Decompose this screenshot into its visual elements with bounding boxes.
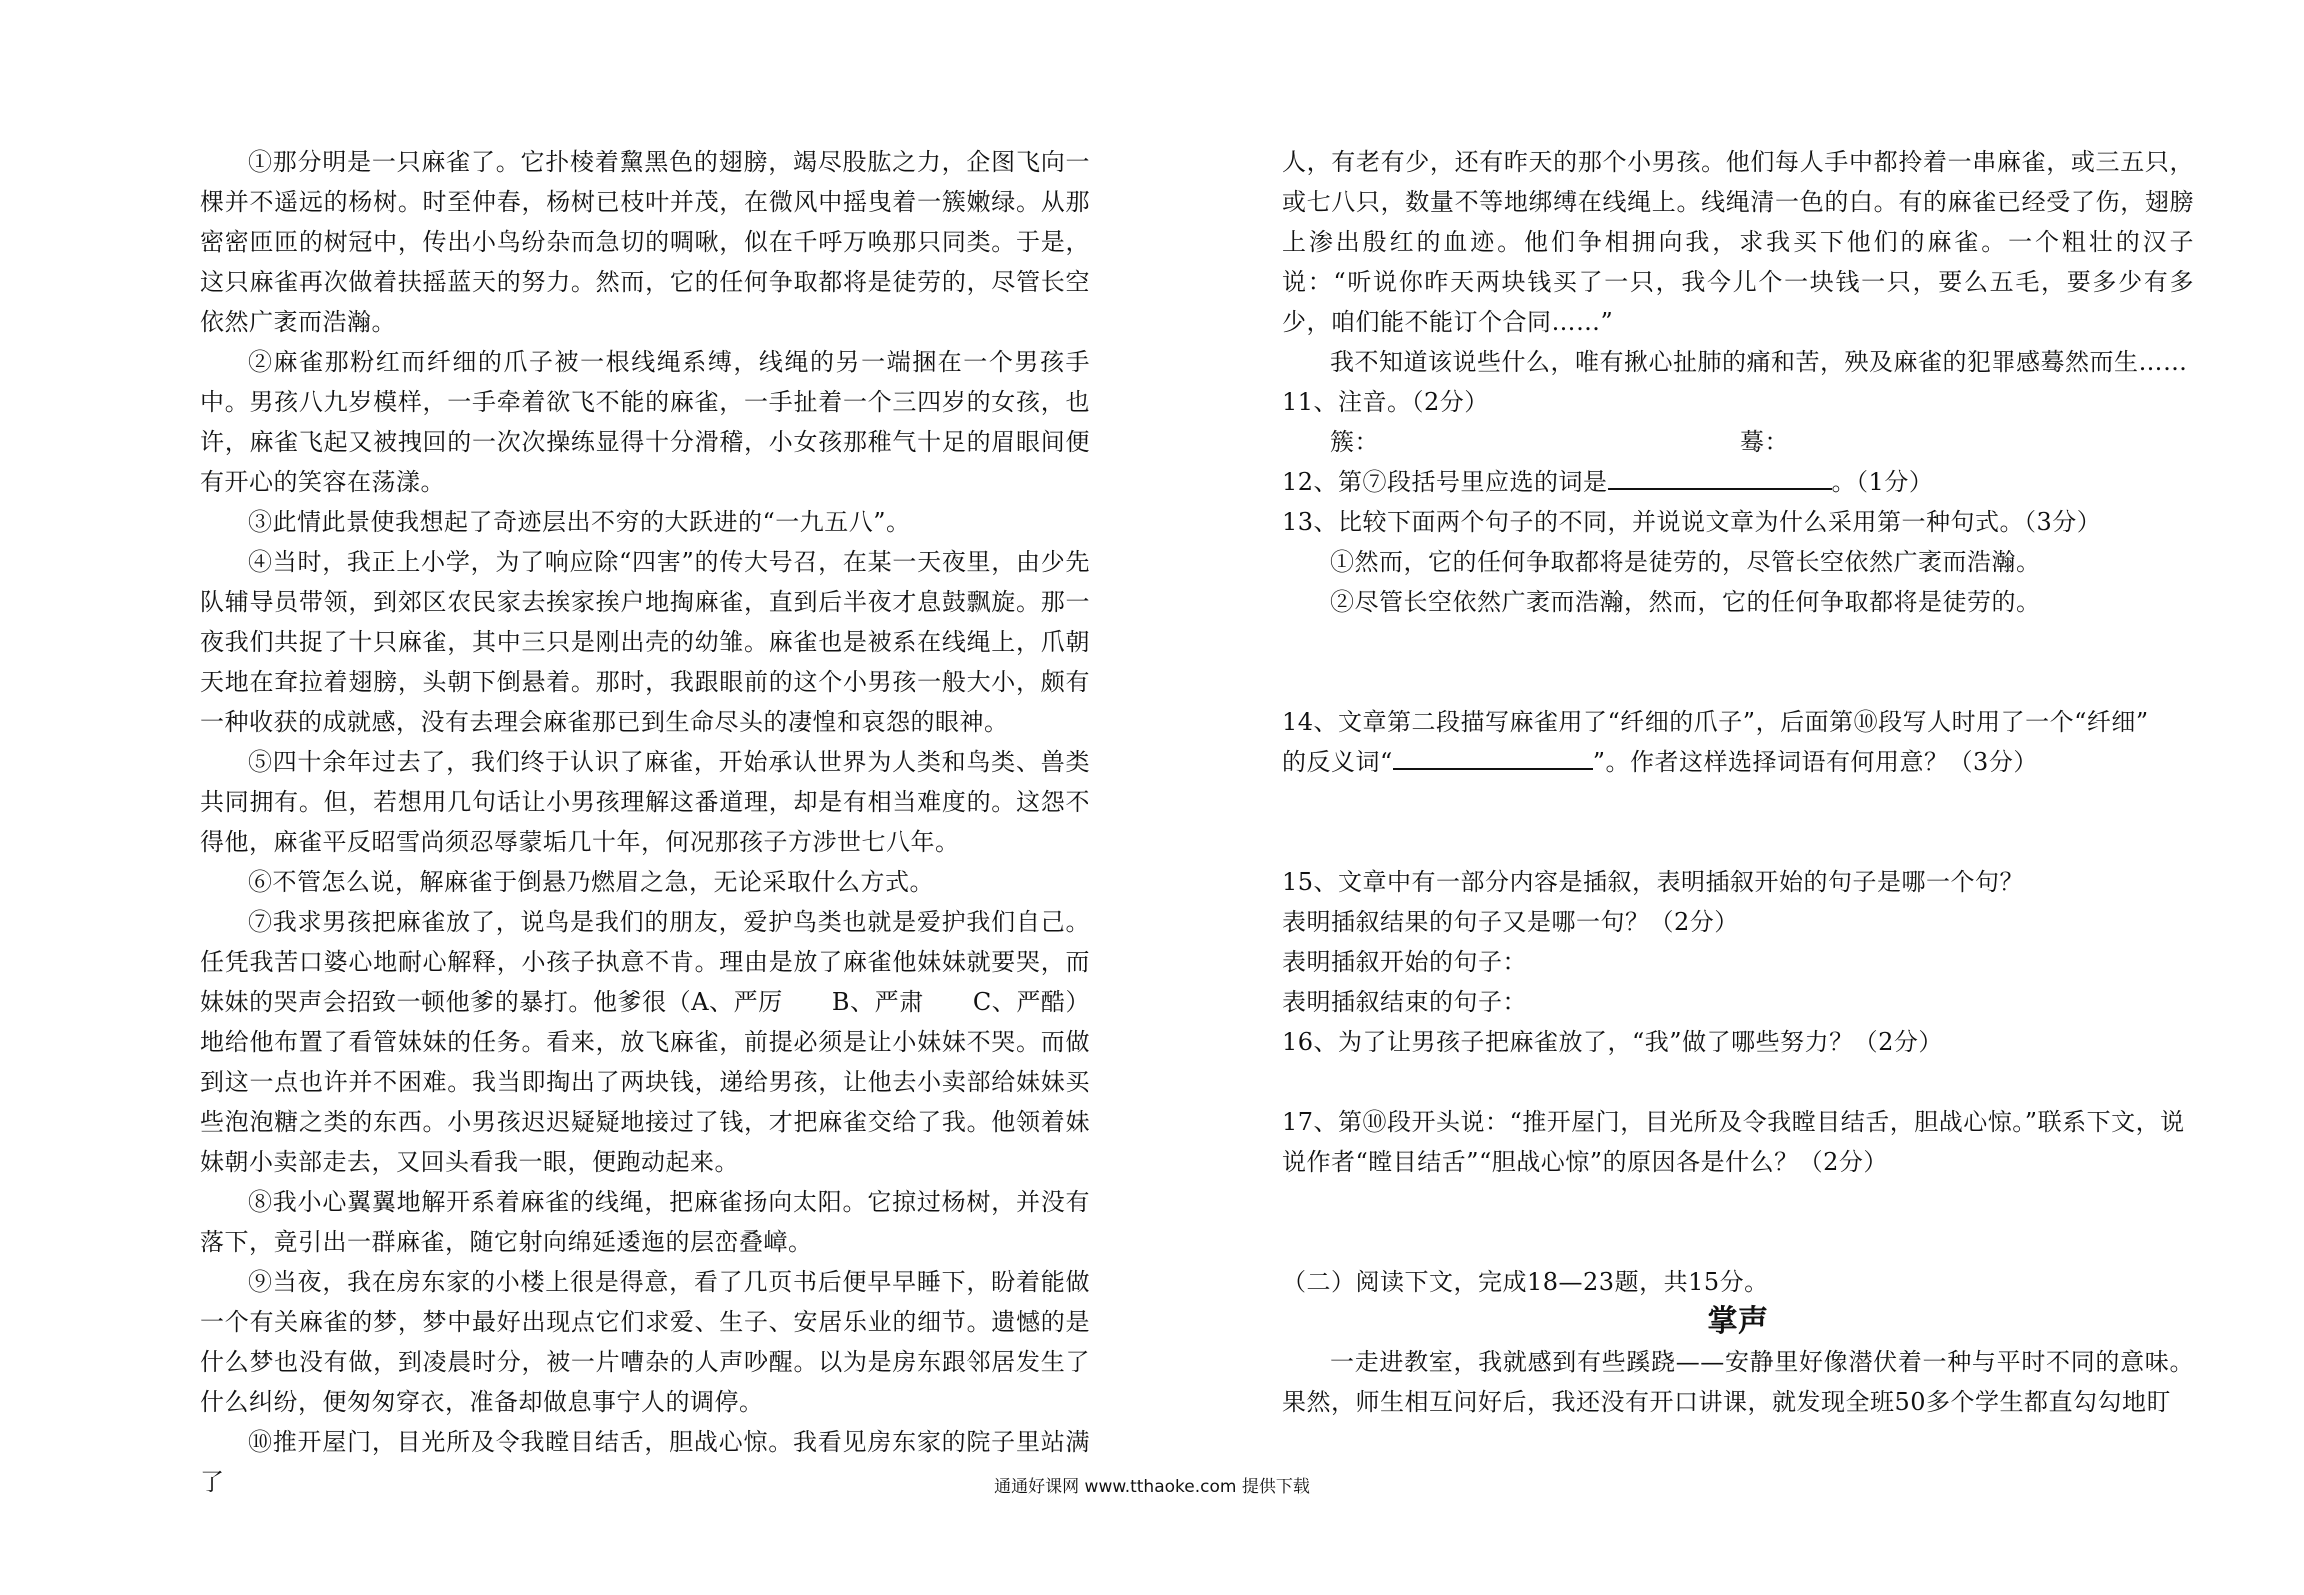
paragraph-4: ④当时，我正上小学，为了响应除“四害”的传大号召，在某一天夜里，由少先队辅导员带领，到郊区农民家去挨家挨户地掏麻雀，直到后半夜才息鼓飘旋。那一夜我们共捉了十只麻雀，其中三只是刚出壳的幼雏。麻雀也是被系在线绳上，爪朝天地在耷拉着翅膀，头朝下倒悬着。那时，我跟眼前的这个小男孩一般大小，颇有一种收获的成就感，没有去理会麻雀那已到生命尽头的凄惶和哀怨的眼神。 xyxy=(200,548,1090,736)
question-12 xyxy=(1282,462,2194,502)
paragraph-3: ③此情此景使我想起了奇迹层出不穷的大跃进的“一九五八”。 xyxy=(248,508,911,536)
closing-paragraph: 我不知道该说些什么，唯有揪心扯肺的痛和苦，殃及麻雀的犯罪感蓦然而生…… xyxy=(1330,348,2188,376)
question-14-blank[interactable] xyxy=(1393,742,1593,770)
question-17-line-2: 说作者“瞠目结舌”“胆战心惊”的原因各是什么？（2分） xyxy=(1282,1148,1888,1176)
paragraph-2: ②麻雀那粉红而纤细的爪子被一根线绳系缚，线绳的另一端捆在一个男孩手中。男孩八九岁模样，一手牵着欲飞不能的麻雀，一手扯着一个三四岁的女孩，也许，麻雀飞起又被拽回的一次次操练显得十分滑稽，小女孩那稚气十足的眉眼间便有开心的笑容在荡漾。 xyxy=(200,348,1090,496)
footer-credit: 通通好课网 www.tthaoke.com 提供下载 xyxy=(994,1477,1310,1497)
paragraph-10-continued: 人，有老有少，还有昨天的那个小男孩。他们每人手中都拎着一串麻雀，或三五只，或七八只，数量不等地绑缚在线绳上。线绳清一色的白。有的麻雀已经受了伤，翅膀上渗出殷红的血迹。他们争相拥向我，求我买下他们的麻雀。一个粗壮的汉子说：“听说你昨天两块钱买了一只，我今儿个一块钱一只，要么五毛，要多少有多少，咱们能不能订个合同……” xyxy=(1282,148,2194,336)
section-2-heading: （二）阅读下文，完成18—23题，共15分。 xyxy=(1282,1268,1769,1296)
paragraph-5: ⑤四十余年过去了，我们终于认识了麻雀，开始承认世界为人类和鸟类、兽类共同拥有。但，若想用几句话让小男孩理解这番道理，却是有相当难度的。这怨不得他，麻雀平反昭雪尚须忍辱蒙垢几十年，何况那孩子方涉世七八年。 xyxy=(200,748,1090,856)
question-14-rest: ”。作者这样选择词语有何用意？（3分） xyxy=(1592,748,2038,776)
right-column xyxy=(1282,142,2194,1422)
question-11: 11、注音。（2分） xyxy=(1282,388,1489,416)
answer-space xyxy=(1282,622,2194,702)
question-11-items xyxy=(1282,422,2194,462)
paragraph-8: ⑧我小心翼翼地解开系着麻雀的线绳，把麻雀扬向太阳。它掠过杨树，并没有落下，竟引出一群麻雀，随它射向绵延逶迤的层峦叠嶂。 xyxy=(200,1188,1090,1256)
paragraph-6: ⑥不管怎么说，解麻雀于倒悬乃燃眉之急，无论采取什么方式。 xyxy=(248,868,934,896)
question-13-sentence-2: ②尽管长空依然广袤而浩瀚，然而，它的任何争取都将是徒劳的。 xyxy=(1330,588,2041,616)
question-13-sentence-1: ①然而，它的任何争取都将是徒劳的，尽管长空依然广袤而浩瀚。 xyxy=(1330,548,2041,576)
left-column xyxy=(200,142,1090,1502)
answer-space xyxy=(1282,1182,2194,1262)
question-12-blank[interactable] xyxy=(1608,462,1832,490)
question-15-line-2: 表明插叙结果的句子又是哪一句？（2分） xyxy=(1282,908,1739,936)
pinyin-item-mo: 蓦： xyxy=(1740,428,1789,456)
paragraph-1: ①那分明是一只麻雀了。它扑棱着黧黑色的翅膀，竭尽股肱之力，企图飞向一棵并不遥远的杨树。时至仲春，杨树已枝叶并茂，在微风中摇曳着一簇嫩绿。从那密密匝匝的树冠中，传出小鸟纷杂而急切的啁啾，似在千呼万唤那只同类。于是，这只麻雀再次做着扶摇蓝天的努力。然而，它的任何争取都将是徒劳的，尽管长空依然广袤而浩瀚。 xyxy=(200,148,1090,336)
question-13: 13、比较下面两个句子的不同，并说说文章为什么采用第一种句式。（3分） xyxy=(1282,508,2102,536)
question-15-answer-end: 表明插叙结束的句子： xyxy=(1282,988,1527,1016)
question-14-line-1: 14、文章第二段描写麻雀用了“纤细的爪子”，后面第⑩段写人时用了一个“纤细” xyxy=(1282,708,2149,736)
question-14-line-2 xyxy=(1282,742,2194,782)
paragraph-10: ⑩推开屋门，目光所及令我瞠目结舌，胆战心惊。我看见房东家的院子里站满了 xyxy=(200,1428,1090,1496)
question-15-line-1: 15、文章中有一部分内容是插叙，表明插叙开始的句子是哪一个句？ xyxy=(1282,868,2025,896)
essay-title: 掌声 xyxy=(1707,1304,1769,1339)
pinyin-item-cu: 簇： xyxy=(1330,428,1379,456)
answer-space xyxy=(1282,1062,2194,1102)
question-17-line-1: 17、第⑩段开头说：“推开屋门，目光所及令我瞠目结舌，胆战心惊。”联系下文，说 xyxy=(1282,1108,2185,1136)
paragraph-7: ⑦我求男孩把麻雀放了，说鸟是我们的朋友，爱护鸟类也就是爱护我们自己。任凭我苦口婆心地耐心解释，小孩子执意不肯。理由是放了麻雀他妹妹就要哭，而妹妹的哭声会招致一顿他爹的暴打。他爹很（A、严厉 B、严肃 C、严酷）地给他布置了看管妹妹的任务。看来，放飞麻雀，前提必须是让小妹妹不哭。而做到这一点也许并不困难。我当即掏出了两块钱，递给男孩，让他去小卖部给妹妹买些泡泡糖之类的东西。小男孩迟迟疑疑地接过了钱，才把麻雀交给了我。他领着妹妹朝小卖部走去，又回头看我一眼，便跑动起来。 xyxy=(200,908,1090,1176)
question-16: 16、为了让男孩子把麻雀放了，“我”做了哪些努力？（2分） xyxy=(1282,1028,1943,1056)
question-15-answer-start: 表明插叙开始的句子： xyxy=(1282,948,1527,976)
question-12-score: 。（1分） xyxy=(1831,468,1934,496)
question-12-text: 12、第⑦段括号里应选的词是 xyxy=(1282,468,1608,496)
essay-paragraph-1: 一走进教室，我就感到有些蹊跷——安静里好像潜伏着一种与平时不同的意味。果然，师生相互问好后，我还没有开口讲课，就发现全班50多个学生都直勾勾地盯 xyxy=(1282,1348,2194,1416)
question-14-text: 的反义词“ xyxy=(1282,748,1393,776)
answer-space xyxy=(1282,782,2194,862)
paragraph-9: ⑨当夜，我在房东家的小楼上很是得意，看了几页书后便早早睡下，盼着能做一个有关麻雀的梦，梦中最好出现点它们求爱、生子、安居乐业的细节。遗憾的是什么梦也没有做，到凌晨时分，被一片嘈杂的人声吵醒。以为是房东跟邻居发生了什么纠纷，便匆匆穿衣，准备却做息事宁人的调停。 xyxy=(200,1268,1090,1416)
